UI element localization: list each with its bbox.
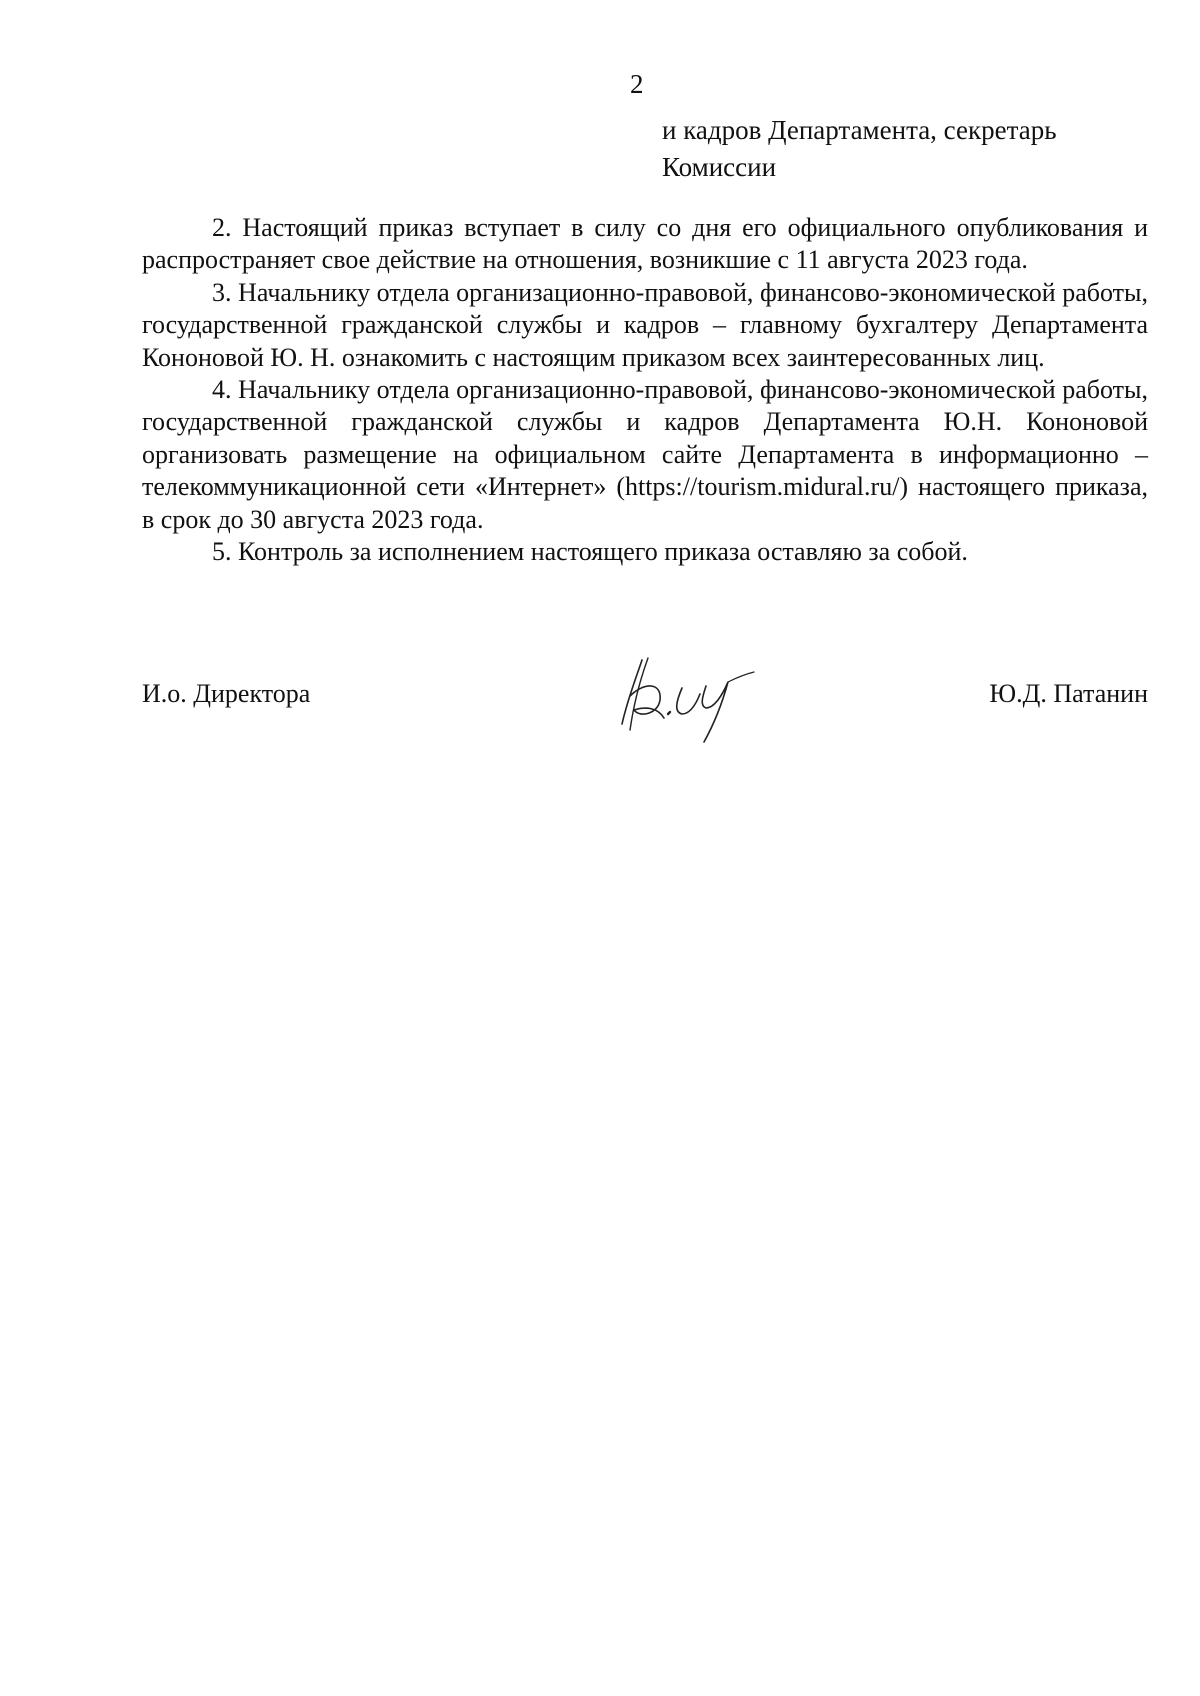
handwritten-signature (610, 652, 770, 748)
continuation-line-1: и кадров Департамента, секретарь (662, 115, 1057, 145)
paragraph-2: 2. Настоящий приказ вступает в силу со дня его официального опубликования и распространяет свое действие на отношения, возникшие с 11 августа 2023 года. (142, 213, 1148, 275)
continuation-line-2: Комиссии (662, 152, 777, 182)
signatory-title: И.о. Директора (142, 679, 311, 708)
signatory-name: Ю.Д. Патанин (989, 679, 1148, 708)
paragraph-3: 3. Начальнику отдела организационно-правовой, финансово-экономической работы, государственной гражданской службы и кадров – главному бухгалтеру Департамента Кононовой Ю. Н. ознакомить с настоящим приказом всех заинтересованных лиц. (142, 277, 1148, 372)
paragraph-4: 4. Начальнику отдела организационно-правовой, финансово-экономической работы, государственной гражданской службы и кадров Департамента Ю.Н. Кононовой организовать размещение на официальном сайте Департамента в информационно – телекоммуникационной сети «Интернет» (https://tourism.midural.ru/) настоящего приказа, в срок до 30 августа 2023 года. (142, 375, 1148, 534)
page-number: 2 (630, 69, 644, 99)
paragraph-5: 5. Контроль за исполнением настоящего приказа оставляю за собой. (212, 537, 968, 567)
order-body (142, 212, 1148, 568)
continuation-text (662, 112, 1122, 186)
